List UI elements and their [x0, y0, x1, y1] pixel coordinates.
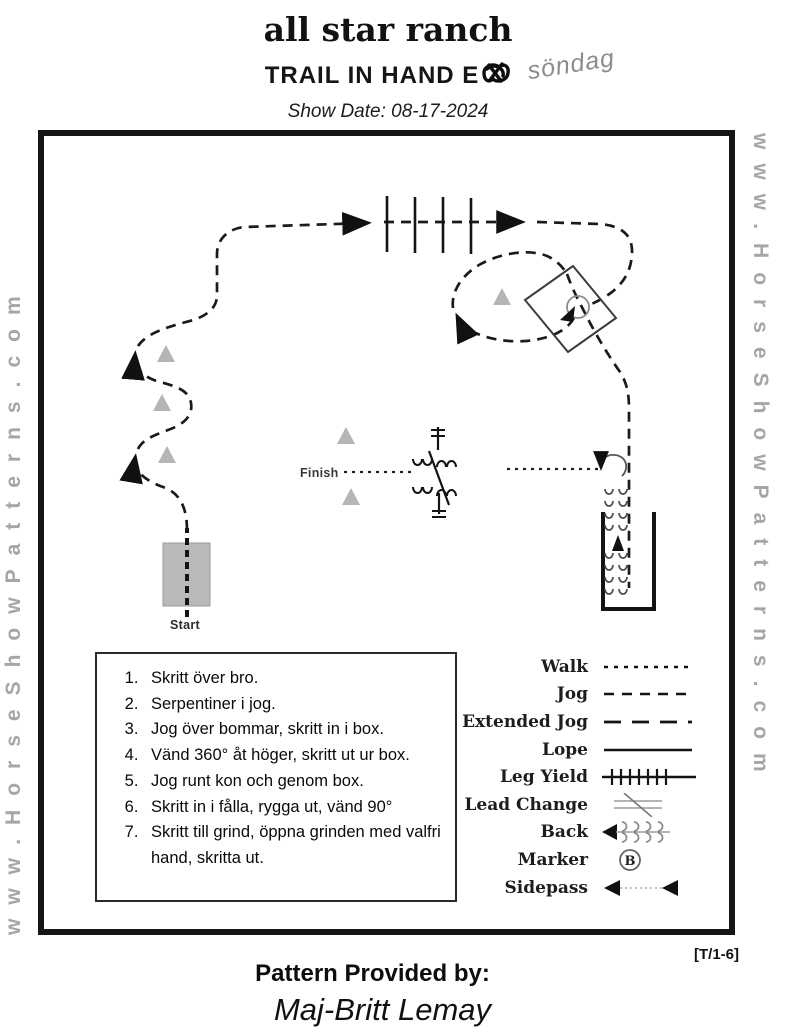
show-date: Show Date: 08-17-2024 — [287, 101, 489, 122]
leg-yield-symbol — [600, 765, 700, 789]
sheet-tag: [T/1-6] — [694, 946, 739, 963]
extended-jog-line-symbol — [600, 710, 700, 734]
legend-label: Walk — [541, 656, 588, 677]
legend-label: Jog — [556, 684, 588, 705]
provided-by-label: Pattern Provided by: — [255, 960, 490, 987]
watermark-left: www.HorseShowPatterns.com — [2, 282, 25, 935]
lead-change-symbol — [600, 793, 700, 817]
legend-row — [436, 819, 704, 847]
instruction-list — [97, 666, 455, 872]
instruction-box — [95, 652, 457, 902]
legend-label: Leg Yield — [499, 767, 588, 788]
scribbled-number-icon — [481, 60, 511, 87]
legend-row — [436, 874, 704, 902]
jog-line-symbol — [600, 682, 700, 706]
legend-label: Marker — [517, 849, 588, 870]
legend-row — [436, 763, 704, 791]
marker-symbol — [600, 848, 700, 872]
instruction-item: 2. Serpentiner i jog. — [143, 692, 447, 718]
turn-90-arc — [601, 455, 626, 476]
legend-row — [436, 736, 704, 764]
legend-row — [436, 846, 704, 874]
gate-obstacle — [413, 427, 456, 517]
instruction-item: 5. Jog runt kon och genom box. — [143, 769, 447, 795]
legend-label: Sidepass — [504, 877, 588, 898]
lope-line-symbol — [600, 738, 700, 762]
instruction-item: 4. Vänd 360° åt höger, skritt ut ur box. — [143, 743, 447, 769]
instruction-item: 3. Jog över bommar, skritt in i box. — [143, 717, 447, 743]
legend-label: Back — [540, 822, 588, 843]
legend-row — [436, 681, 704, 709]
legend-row — [436, 708, 704, 736]
legend-label: Extended Jog — [462, 711, 588, 732]
start-label: Start — [170, 618, 200, 632]
trot-poles — [387, 196, 471, 254]
legend — [436, 653, 704, 901]
back-symbol — [600, 820, 700, 844]
instruction-item: 6. Skritt in i fålla, rygga ut, vänd 90° — [143, 795, 447, 821]
walk-line-symbol — [600, 655, 700, 679]
sidepass-symbol — [600, 876, 700, 900]
legend-row — [436, 653, 704, 681]
legend-label: Lope — [542, 739, 588, 760]
walk-line — [343, 469, 598, 472]
ranch-title: all star ranch — [263, 10, 513, 49]
watermark-right: www.HorseShowPatterns.com — [749, 133, 772, 786]
arena-border — [38, 130, 735, 935]
back-out-arrow — [612, 535, 624, 551]
provider-name: Maj-Britt Lemay — [273, 992, 492, 1027]
class-title-text: TRAIL IN HAND E — [264, 62, 480, 89]
marker-letter: B — [624, 853, 636, 869]
instruction-item: 1. Skritt över bro. — [143, 666, 447, 692]
instruction-item: 7. Skritt till grind, öppna grinden med valfri hand, skritta ut. — [143, 820, 447, 871]
handwritten-day-note: söndag — [525, 43, 617, 86]
legend-row — [436, 791, 704, 819]
legend-label: Lead Change — [464, 794, 588, 815]
finish-label: Finish — [300, 466, 339, 480]
class-title — [0, 60, 776, 90]
